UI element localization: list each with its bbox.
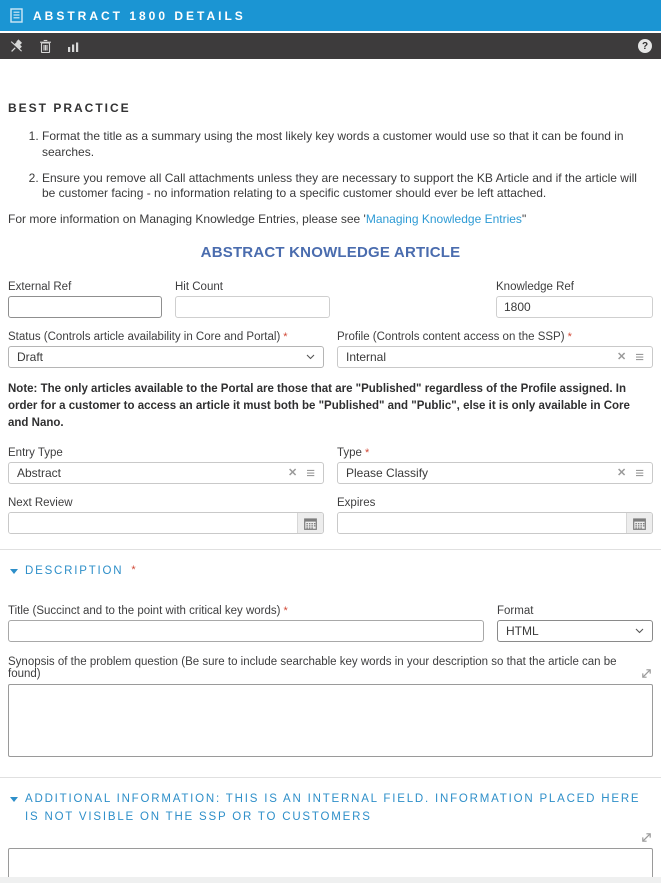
managing-knowledge-entries-link[interactable]: Managing Knowledge Entries (365, 212, 522, 227)
entry-type-row (8, 447, 653, 484)
unpin-icon[interactable] (9, 39, 24, 54)
knowledge-ref-input[interactable] (496, 296, 653, 318)
entry-type-combobox[interactable] (8, 462, 324, 484)
best-practice-item: 2. Ensure you remove all Call attachments unless they are necessary to support the KB Article and if the article will be customer facing - no information relating to a specific customer should ever be left attached. (42, 171, 653, 203)
field-status (8, 331, 324, 368)
required-asterisk: * (283, 331, 288, 344)
format-label: Format (497, 605, 534, 618)
title-label (8, 605, 484, 617)
clear-icon[interactable]: ✕ (617, 350, 627, 363)
field-hit-count (175, 281, 330, 318)
knowledge-ref-label: Knowledge Ref (496, 281, 574, 294)
required-asterisk: * (567, 331, 572, 344)
more-info-suffix: " (521, 212, 527, 227)
bar-chart-icon[interactable] (67, 40, 80, 53)
field-format (497, 605, 653, 642)
status-value: Draft (17, 350, 44, 365)
expand-icon[interactable] (640, 831, 653, 844)
field-profile (337, 331, 653, 368)
profile-label (337, 331, 653, 343)
additional-expand-row (8, 831, 653, 844)
required-asterisk: * (364, 447, 370, 460)
field-type (337, 447, 653, 484)
entry-type-label: Entry Type (8, 447, 63, 460)
next-review-input[interactable] (9, 513, 297, 533)
external-ref-label: External Ref (8, 281, 72, 294)
additional-heading: ADDITIONAL INFORMATION: THIS IS AN INTERNAL FIELD. INFORMATION PLACED HERE IS NOT VISIBLE ON THE SSP OR TO CUSTOMERS (25, 793, 641, 823)
calendar-icon[interactable] (626, 513, 652, 533)
bottom-strip (0, 877, 661, 883)
format-value: HTML (506, 624, 539, 639)
expires-label: Expires (337, 497, 376, 510)
best-practice-list (8, 129, 653, 202)
trash-icon[interactable] (39, 39, 52, 54)
best-practice-item: 1. Format the title as a summary using the most likely key words a customer would use so that it can be found in searches. (42, 129, 653, 161)
field-expires (337, 497, 653, 534)
form-content (0, 101, 661, 883)
expand-icon[interactable] (640, 667, 653, 680)
clear-icon[interactable]: ✕ (288, 466, 298, 479)
collapse-triangle-icon (10, 797, 18, 802)
expires-dategroup (337, 512, 653, 534)
chevron-down-icon (635, 628, 644, 634)
description-section-header[interactable] (8, 563, 653, 581)
section-divider (0, 549, 661, 550)
synopsis-label: Synopsis of the problem question (Be sure to include searchable key words in your description so that the article can be found) (8, 656, 617, 681)
portal-note: Note: The only articles available to the Portal are those that are "Published" regardless of the Profile assigned. In order for a customer to access an article it must both be "Published" and "Public", else it is only available in Core and Nano. (8, 383, 630, 429)
list-picker-icon[interactable]: ≡ (635, 464, 644, 482)
page-title: ABSTRACT 1800 DETAILS (33, 8, 246, 23)
more-info-prefix: For more information on Managing Knowledge Entries, please see ' (8, 212, 366, 227)
external-ref-input[interactable] (8, 296, 162, 318)
next-review-dategroup (8, 512, 324, 534)
field-title (8, 605, 484, 642)
synopsis-textarea[interactable] (8, 684, 653, 757)
next-review-label: Next Review (8, 497, 73, 510)
field-entry-type (8, 447, 324, 484)
clear-icon[interactable]: ✕ (617, 466, 627, 479)
toolbar (0, 33, 661, 59)
field-next-review (8, 497, 324, 534)
status-profile-row (8, 331, 653, 368)
synopsis-label-row (8, 656, 653, 680)
status-label (8, 331, 324, 343)
list-picker-icon[interactable]: ≡ (306, 464, 315, 482)
title-format-row (8, 605, 653, 642)
dates-row (8, 497, 653, 534)
type-label (337, 447, 653, 459)
document-icon (10, 8, 23, 23)
collapse-triangle-icon (10, 569, 18, 574)
required-asterisk: * (131, 564, 138, 577)
status-label-text: Status (Controls article availability in Core and Portal) (8, 331, 281, 344)
entry-type-value: Abstract (17, 466, 62, 481)
chevron-down-icon (306, 354, 315, 360)
more-info-text (8, 212, 653, 226)
field-knowledge-ref (496, 281, 653, 318)
section-divider (0, 777, 661, 778)
description-heading: DESCRIPTION (25, 565, 124, 578)
profile-value: Internal (346, 350, 387, 365)
hit-count-input[interactable] (175, 296, 330, 318)
article-heading: ABSTRACT KNOWLEDGE ARTICLE (200, 244, 461, 262)
profile-label-text: Profile (Controls content access on the SSP) (337, 331, 565, 344)
calendar-icon[interactable] (297, 513, 323, 533)
status-select[interactable] (8, 346, 324, 368)
field-external-ref (8, 281, 162, 318)
type-value: Please Classify (346, 466, 429, 481)
title-label-text: Title (Succinct and to the point with critical key words) (8, 605, 281, 618)
required-asterisk: * (283, 605, 288, 618)
additional-section-header[interactable] (8, 791, 653, 827)
refs-row (8, 281, 653, 318)
titlebar (0, 0, 661, 33)
type-label-text: Type (337, 447, 362, 460)
format-select[interactable] (497, 620, 653, 642)
expires-input[interactable] (338, 513, 626, 533)
type-combobox[interactable] (337, 462, 653, 484)
best-practice-heading: BEST PRACTICE (8, 101, 131, 115)
list-picker-icon[interactable]: ≡ (635, 348, 644, 366)
help-icon[interactable]: ? (638, 39, 652, 53)
profile-combobox[interactable] (337, 346, 653, 368)
title-input[interactable] (8, 620, 484, 642)
hit-count-label: Hit Count (175, 281, 223, 294)
